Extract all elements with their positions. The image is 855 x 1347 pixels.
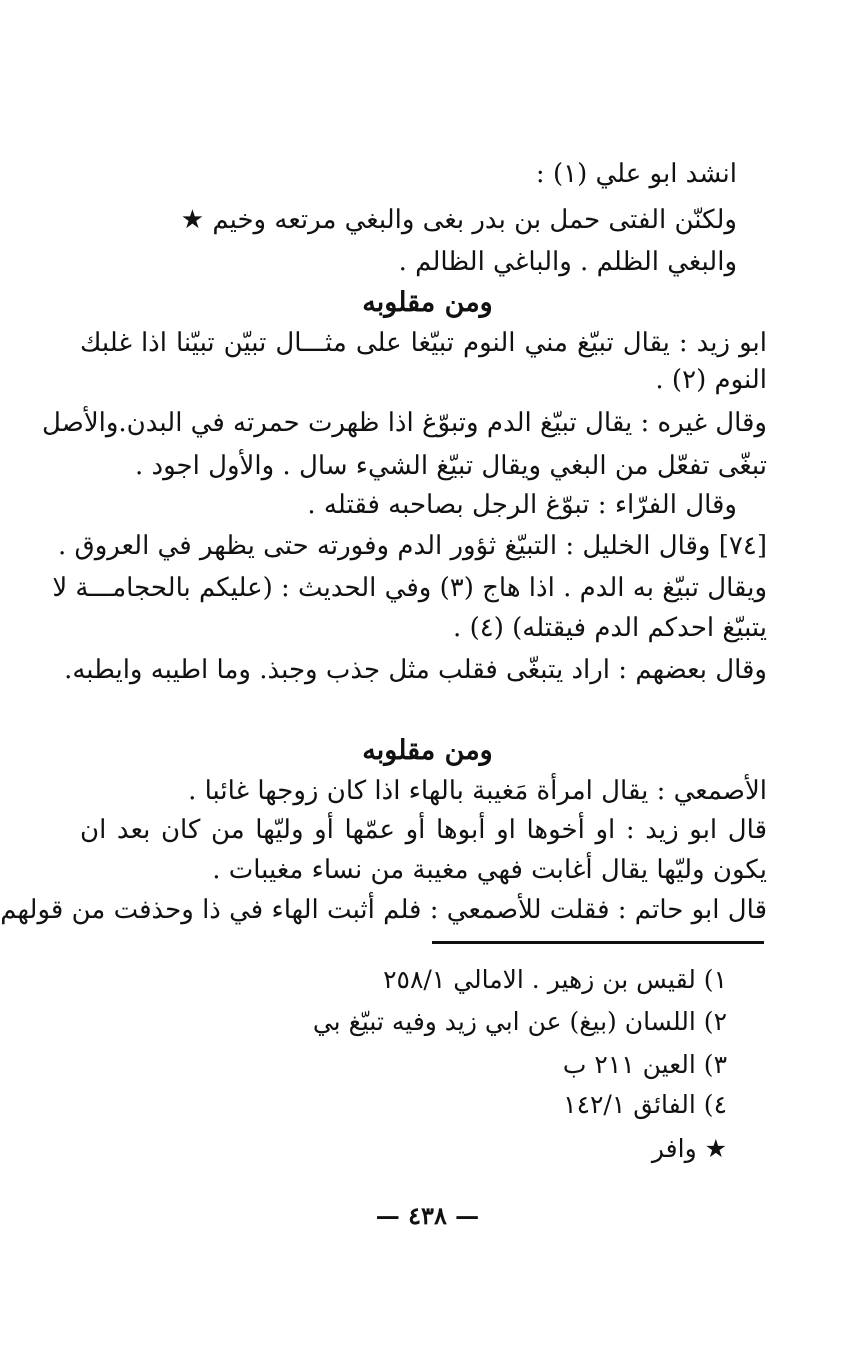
text-line: يكون وليّها يقال أغابت فهي مغيبة من نساء مغيبات .	[212, 855, 767, 885]
verse-line: ولكنّن الفتى حمل بن بدر بغى والبغي مرتعه وخيم ★	[180, 205, 737, 235]
text-line: ابو زيد : يقال تبيّغ مني النوم تبيّغا على مثـــال تبيّن تبيّنا اذا غلبك	[80, 328, 767, 358]
text-line: الأصمعي : يقال امرأة مَغيبة بالهاء اذا كان زوجها غائبا .	[188, 776, 767, 806]
footnote: ٢) اللسان (بيغ) عن ابي زيد وفيه تبيّغ بي	[312, 1007, 727, 1036]
footnote: ١) لقيس بن زهير . الامالي ٢٥٨/١	[383, 965, 727, 994]
section-heading: ومن مقلوبه	[362, 735, 493, 766]
footnote: ٤) الفائق ١٤٢/١	[563, 1090, 727, 1119]
page-number: — ٤٣٨ —	[375, 1201, 480, 1230]
footnote-divider	[432, 941, 764, 944]
text-line: والبغي الظلم . والباغي الظالم .	[398, 247, 737, 277]
text-line: وقال بعضهم : اراد يتبغّى فقلب مثل جذب وجبذ. وما اطيبه وايطبه.	[64, 655, 767, 685]
section-heading: ومن مقلوبه	[362, 287, 493, 318]
text-line: قال ابو حاتم : فقلت للأصمعي : فلم أثبت الهاء في ذا وحذفت من قولهم	[0, 895, 767, 925]
text-line: [٧٤] وقال الخليل : التبيّغ ثؤور الدم وفورته حتى يظهر في العروق .	[58, 531, 767, 561]
footnote: ٣) العين ٢١١ ب	[562, 1050, 727, 1079]
text-line: انشد ابو علي (١) :	[535, 159, 737, 189]
text-line: تبغّى تفعّل من البغي ويقال تبيّغ الشيء سال . والأول اجود .	[135, 451, 767, 481]
meter-note: ★ وافر	[651, 1134, 727, 1163]
text-line: يتبيّغ احدكم الدم فيقتله) (٤) .	[453, 613, 767, 643]
text-line: وقال غيره : يقال تبيّغ الدم وتبوّغ اذا ظهرت حمرته في البدن.والأصل	[42, 408, 767, 438]
text-line: ويقال تبيّغ به الدم . اذا هاج (٣) وفي الحديث : (عليكم بالحجامـــة لا	[52, 573, 767, 603]
text-line: النوم (٢) .	[655, 365, 767, 395]
text-line: قال ابو زيد : او أخوها او أبوها أو عمّها أو وليّها من كان بعد ان	[80, 815, 767, 845]
text-line: وقال الفرّاء : تبوّغ الرجل بصاحبه فقتله .	[307, 490, 737, 520]
